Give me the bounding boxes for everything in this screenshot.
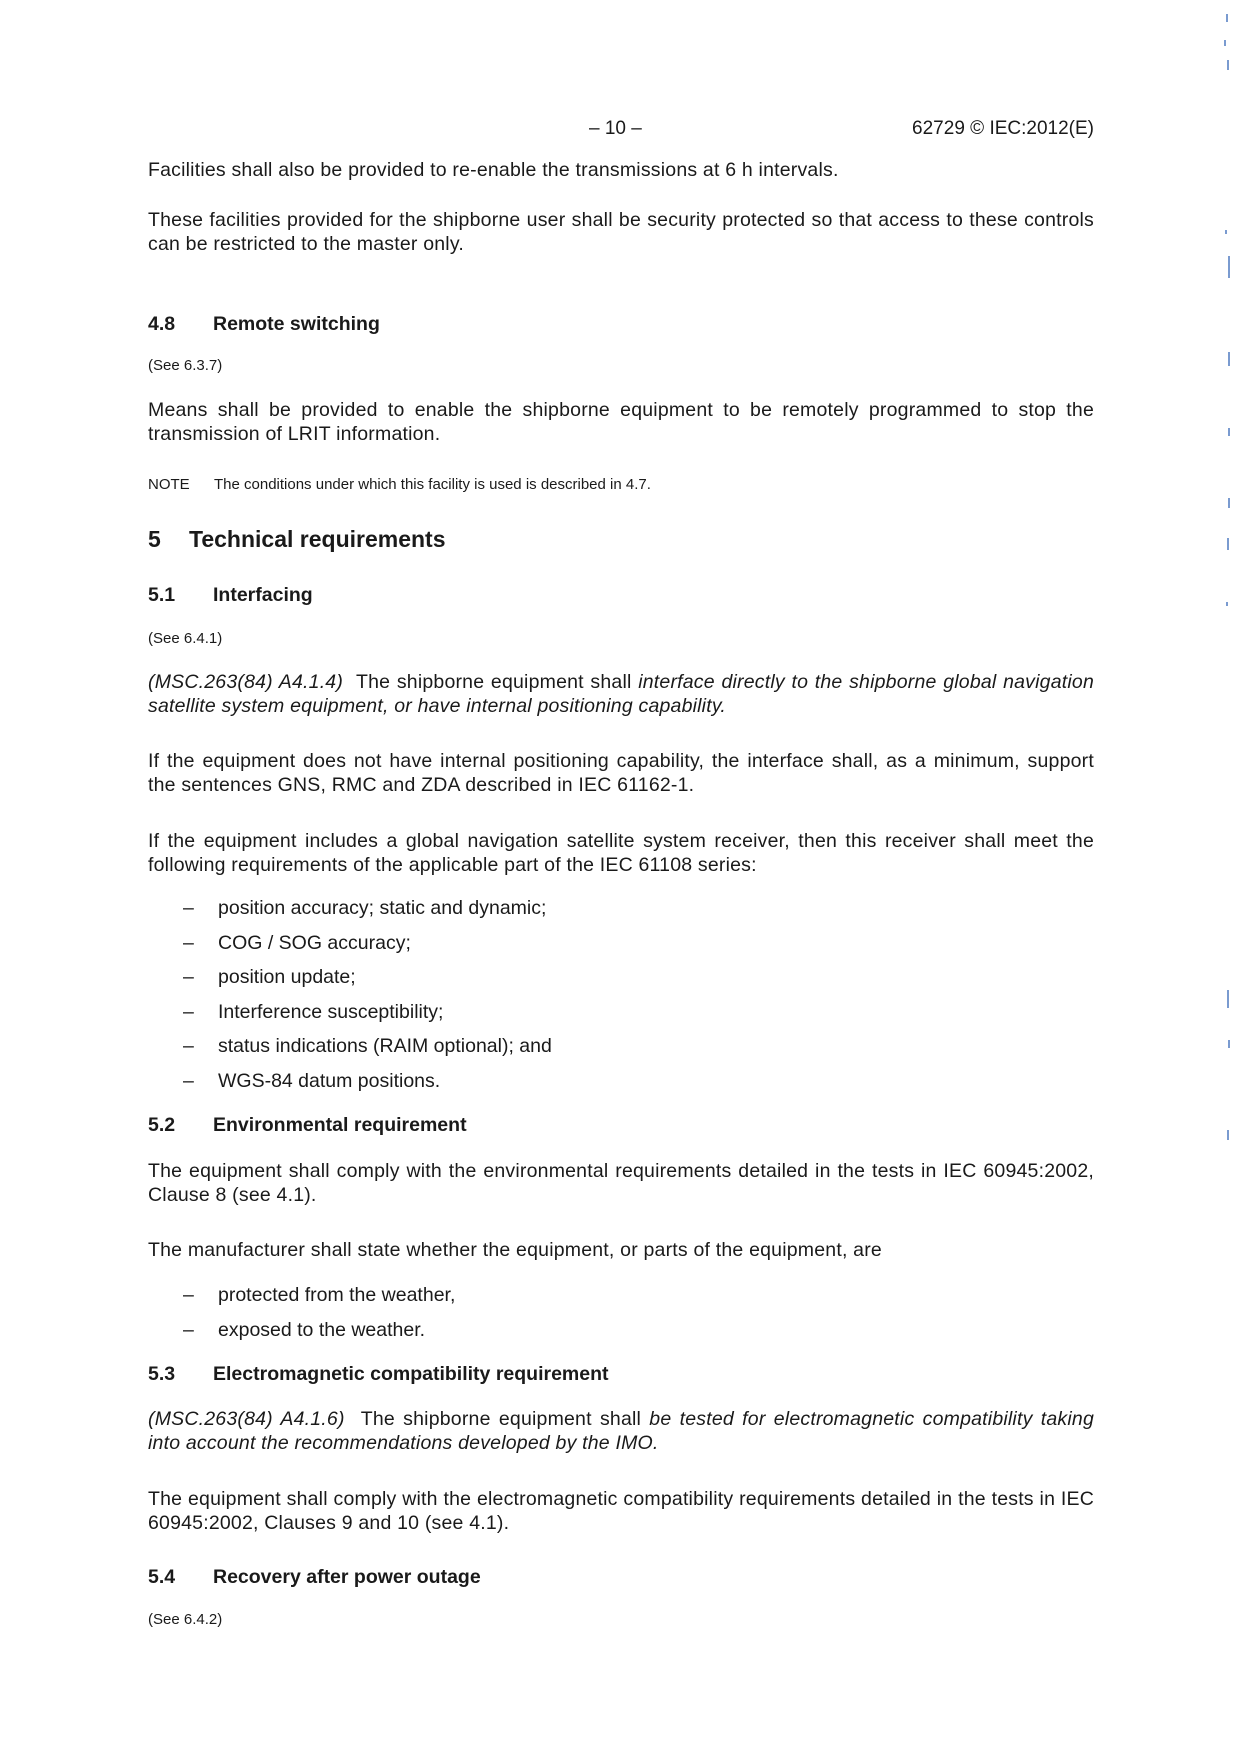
scan-margin-marks <box>1218 0 1234 1754</box>
list-item: – position accuracy; static and dynamic; <box>183 897 547 919</box>
weather-list <box>148 1278 1094 1347</box>
document-reference: 62729 © IEC:2012(E) <box>912 118 1094 139</box>
paragraph-environmental: The equipment shall comply with the environmental requirements detailed in the tests in IEC 60945:2002, Clause 8 (see 4.1). <box>148 1160 1094 1206</box>
list-item: – position update; <box>183 966 356 988</box>
note-text: The conditions under which this facility is used is described in 4.7. <box>214 476 651 493</box>
heading-5-2: 5.2 Environmental requirement <box>148 1114 467 1136</box>
heading-5-1: 5.1 Interfacing <box>148 584 313 606</box>
paragraph-remote: Means shall be provided to enable the shipborne equipment to be remotely programmed to stop the transmission of LRIT information. <box>148 399 1094 445</box>
page-header <box>148 118 1094 144</box>
paragraph-msc-a4-1-6: (MSC.263(84) A4.1.6) The shipborne equipment shall be tested for electromagnetic compatibility taking into account the recommendations developed by the IMO. <box>148 1408 1094 1454</box>
list-item: – WGS-84 datum positions. <box>183 1069 441 1092</box>
heading-5-4: 5.4 Recovery after power outage <box>148 1566 481 1588</box>
note <box>148 476 1094 493</box>
list-item: – exposed to the weather. <box>183 1318 426 1341</box>
see-reference-5-4: (See 6.4.2) <box>148 1611 223 1628</box>
gnss-requirements-list <box>148 891 1094 1098</box>
list-item: – protected from the weather, <box>183 1284 456 1306</box>
list-item: – Interference susceptibility; <box>183 1000 444 1023</box>
paragraph-interface: If the equipment does not have internal positioning capability, the interface shall, as a minimum, support the sentences GNS, RMC and ZDA described in IEC 61162-1. <box>148 750 1094 796</box>
list-item: – COG / SOG accuracy; <box>183 931 411 954</box>
list-item: – status indications (RAIM optional); and <box>183 1035 552 1057</box>
heading-4-8: 4.8 Remote switching <box>148 313 380 335</box>
paragraph-msc-a4-1-4: (MSC.263(84) A4.1.4) The shipborne equipment shall interface directly to the shipborne global navigation satellite system equipment, or have internal positioning capability. <box>148 671 1094 717</box>
heading-5-3: 5.3 Electromagnetic compatibility requirement <box>148 1363 609 1385</box>
see-reference-5-1: (See 6.4.1) <box>148 630 223 647</box>
paragraph-security: These facilities provided for the shipborne user shall be security protected so that access to these controls can be restricted to the master only. <box>148 209 1094 255</box>
page-number: – 10 – <box>589 118 642 139</box>
paragraph-gnss: If the equipment includes a global navigation satellite system receiver, then this receiver shall meet the following requirements of the applicable part of the IEC 61108 series: <box>148 830 1094 876</box>
note-label: NOTE <box>148 476 190 493</box>
paragraph-emc: The equipment shall comply with the electromagnetic compatibility requirements detailed in the tests in IEC 60945:2002, Clauses 9 and 10 (see 4.1). <box>148 1488 1094 1534</box>
heading-5: 5 Technical requirements <box>148 526 446 552</box>
see-reference-4-8: (See 6.3.7) <box>148 357 223 374</box>
paragraph-reenable: Facilities shall also be provided to re-enable the transmissions at 6 h intervals. <box>148 159 839 181</box>
paragraph-manufacturer: The manufacturer shall state whether the equipment, or parts of the equipment, are <box>148 1239 882 1261</box>
